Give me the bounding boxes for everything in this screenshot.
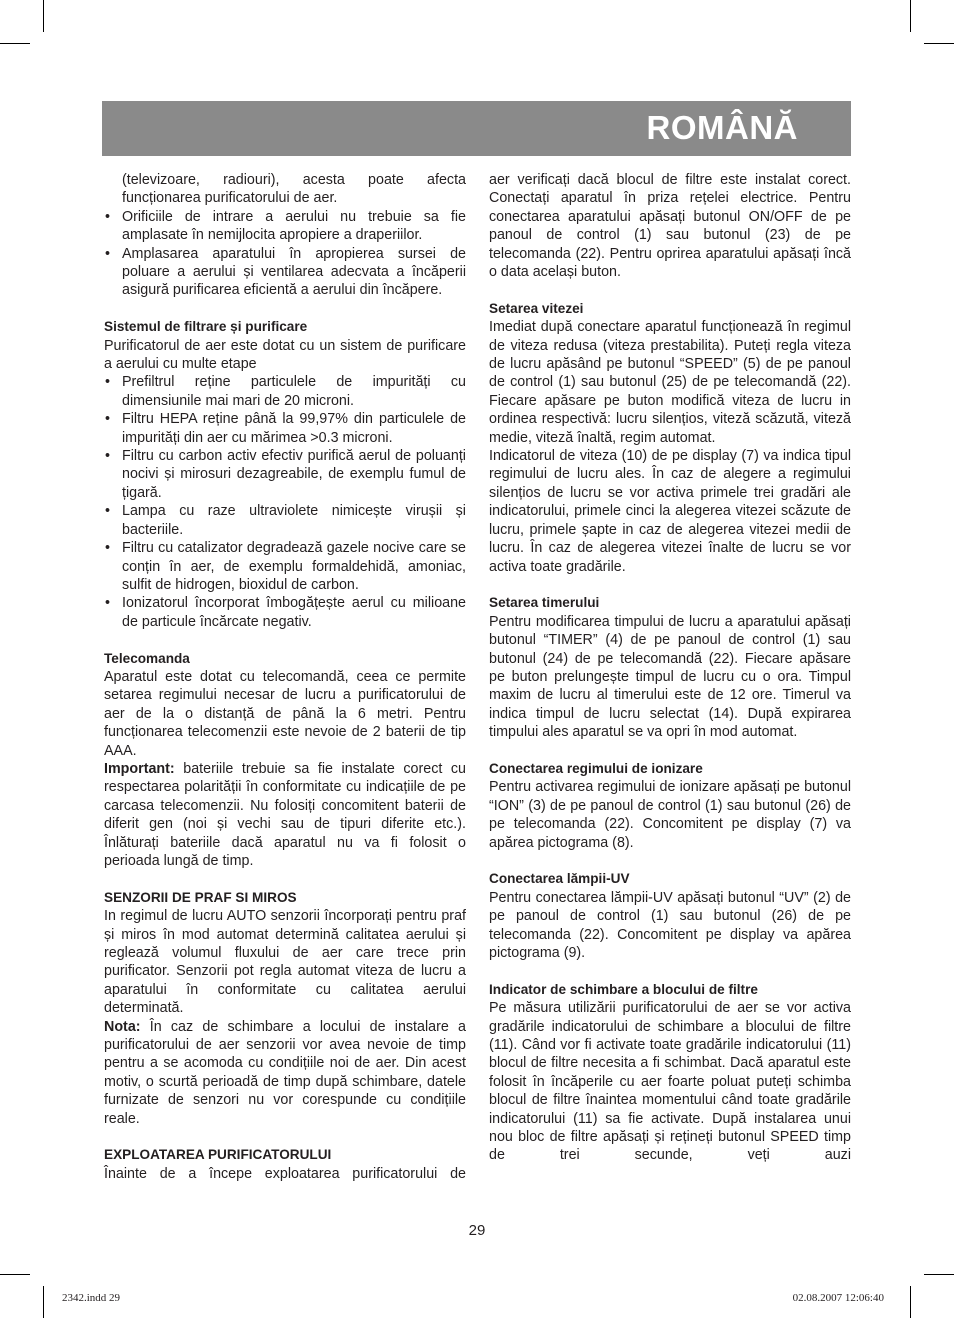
list-item: • Filtru cu carbon activ efectiv purifică aerul de poluanți nocivi și mirosuri dezagreabile, de exemplu fumul de țigară. — [105, 448, 466, 501]
remote-text: Aparatul este dotat cu telecomandă, ceea ce permite setarea regimului necesar de lucru a purificatorului de aer de la o distanță de până la 6 metri. Pentru funcționarea telecomenzii este nevoie de 2 baterii de tip AAA. — [104, 668, 466, 759]
sensors-text: In regimul de lucru AUTO senzorii încorporați pentru praf și miros în mod automat determină calitatea aerului și reglează volumul fluxului de aer care trece prin purificator. Senzorii pot regla automat viteza de lucru a aparatului în conformitate cu calitatea aerului determinată. — [104, 908, 466, 1017]
section-heading-ion: Conectarea regimului de ionizare — [489, 760, 703, 776]
section-heading-filter: Sistemul de filtrare și purificare — [104, 319, 308, 335]
section-heading-speed: Setarea vitezei — [489, 300, 584, 316]
footer-file: 2342.indd 29 — [62, 1292, 121, 1304]
right-column — [489, 171, 851, 1165]
remote-important: Important: bateriile trebuie sa fie instalate corect cu respectarea polarității în conformitate cu indicațiile de pe carcasa telecomenzii. Nu folosiți concomitent baterii de diferit gen (noi și vechi sau de tipuri diferite etc.). Înlăturați bateriile dacă aparatul nu va fi folosit o perioada lungă de timp. — [104, 760, 466, 869]
uv-text: Pentru conectarea lămpii-UV apăsați butonul “UV” (2) de pe panoul de control (1) sau butonul (26) de pe telecomanda (22). Concomitent pe display va apărea pictograma (9). — [489, 889, 851, 961]
operation-continued-text: aer verificați dacă blocul de filtre este instalat corect. Conectați aparatul în priza rețelei electrice. Pentru conectarea aparatului apăsați butonul ON/OFF de pe panoul de control (1) sau butonul (23) de pe telecomanda (22). Pentru oprirea aparatului apăsați încă o data același buton. — [489, 172, 851, 281]
page-title: ROMÂNĂ — [646, 109, 798, 146]
speed-indicator-text: Indicatorul de viteza (10) de pe display (7) va indica tipul regimului de lucru ales. În caz de alegere a regimului silențios de lucru se vor activa primele trei gradări ale indicatorului, primele cinci la alegerea vitezei scăzute de lucru, primele șapte in caz de alegerea vitezei medii de lucru. În caz de alegerea vitezei înalte de lucru se vor activa toate gradările. — [489, 448, 851, 575]
footer-timestamp: 02.08.2007 12:06:40 — [792, 1292, 884, 1304]
filter-change-text: Pe măsura utilizării purificatorului de aer se vor activa gradările indicatorului de schimbare a blocului de filtre (11). Când vor fi activate toate gradările indicatorului (11) blocul de filtre necesita a fi schimbat. Dacă aparatul este folosit în încăperile cu aer foarte poluat puteți schimba blocul de filtre înaintea momentului când toate gradările indicatorului (11) sa fie activate. După instalarea unui nou bloc de filtre apăsați și rețineți butonul SPEED timp de trei secunde, veți auzi — [489, 1000, 851, 1164]
crop-mark — [910, 0, 911, 32]
filter-text: Purificatorul de aer este dotat cu un sistem de purificare a aerului cu multe etape — [104, 337, 466, 373]
crop-mark — [43, 0, 44, 32]
crop-mark — [43, 1286, 44, 1318]
left-column — [104, 171, 466, 1183]
ion-text: Pentru activarea regimului de ionizare apăsați pe butonul “ION” (3) de pe panoul de control (1) sau butonul (26) de pe telecomanda (22). Concomitent pe display (7) va apărea pictograma (8). — [489, 779, 851, 851]
speed-text: Imediat după conectare aparatul funcționează în regimul de viteza redusa (viteza prestabilita). Puteți regla viteza de lucru apăsând pe butonul “SPEED” (5) de pe panoul de control (1) sau butonul (25) de pe telecomandă (22). Fiecare apăsare pe buton modifică viteza de lucru in ordinea respectivă: lucru silențios, viteză scăzută, viteză medie, viteză înaltă, regim automat. — [489, 319, 851, 446]
list-item: • Lampa cu raze ultraviolete nimicește virușii și bacteriile. — [105, 503, 466, 538]
list-item: • Filtru HEPA reține până la 99,97% din particulele de impurități din aer cu mărimea >0.3 microni. — [105, 411, 466, 446]
list-item: • Orificiile de intrare a aerului nu trebuie sa fie amplasate în nemijlocita apropiere a draperiilor. — [105, 208, 466, 244]
list-item: • Amplasarea aparatului în apropierea sursei de poluare a aerului și ventilarea adecvata a încăperii asigură purificarea eficientă a aerului din încăpere. — [105, 245, 466, 299]
list-item: • Ionizatorul încorporat îmbogățește aerul cu milioane de particule încărcate negativ. — [105, 595, 466, 630]
crop-mark — [924, 1274, 954, 1275]
crop-mark — [910, 1286, 911, 1318]
intro-text: (televizoare, radiouri), acesta poate afecta funcționarea purificatorului de aer. — [122, 172, 466, 207]
list-item: • Filtru cu catalizator degradează gazele nocive care se conțin în aer, de exemplu formaldehidă, amoniac, sulfit de hidrogen, bioxidul de carbon. — [105, 540, 466, 593]
page-number: 29 — [468, 1222, 486, 1239]
sensors-note: Nota: În caz de schimbare a locului de instalare a purificatorului de aer senzorii vor avea nevoie de timp pentru a se acomoda cu condițiile noi de aer. Din acest motiv, o scurtă perioadă de timp după schimbare, datele furnizate de senzori nu vor corespunde cu condițiile reale. — [104, 1018, 466, 1127]
operation-text: Înainte de a începe exploatarea purificatorului de — [104, 1165, 466, 1182]
list-item: • Prefiltrul reține particulele de impurități cu dimensiunile mai mari de 20 microni. — [105, 374, 466, 409]
language-banner — [102, 101, 851, 156]
section-heading-timer: Setarea timerului — [489, 595, 600, 611]
section-heading-operation: EXPLOATAREA PURIFICATORULUI — [104, 1147, 332, 1163]
crop-mark — [924, 43, 954, 44]
section-heading-remote: Telecomanda — [104, 650, 190, 666]
timer-text: Pentru modificarea timpului de lucru a aparatului apăsați butonul “TIMER” (4) de pe panoul de control (1) sau butonul (24) de pe telecomandă (22). Fiecare apăsare pe buton prelungește timpul de lucru cu o ora. Timpul maxim de lucru al timerului este de 12 ore. Timerul va indica timpul de lucru selectat (14). După expirarea timpului ales aparatul se va opri în mod automat. — [489, 613, 851, 741]
section-heading-uv: Conectarea lămpii-UV — [489, 871, 630, 887]
section-heading-sensors: SENZORII DE PRAF SI MIROS — [104, 889, 297, 905]
crop-mark — [0, 43, 30, 44]
crop-mark — [0, 1274, 30, 1275]
section-heading-filter-change: Indicator de schimbare a blocului de filtre — [489, 981, 758, 997]
